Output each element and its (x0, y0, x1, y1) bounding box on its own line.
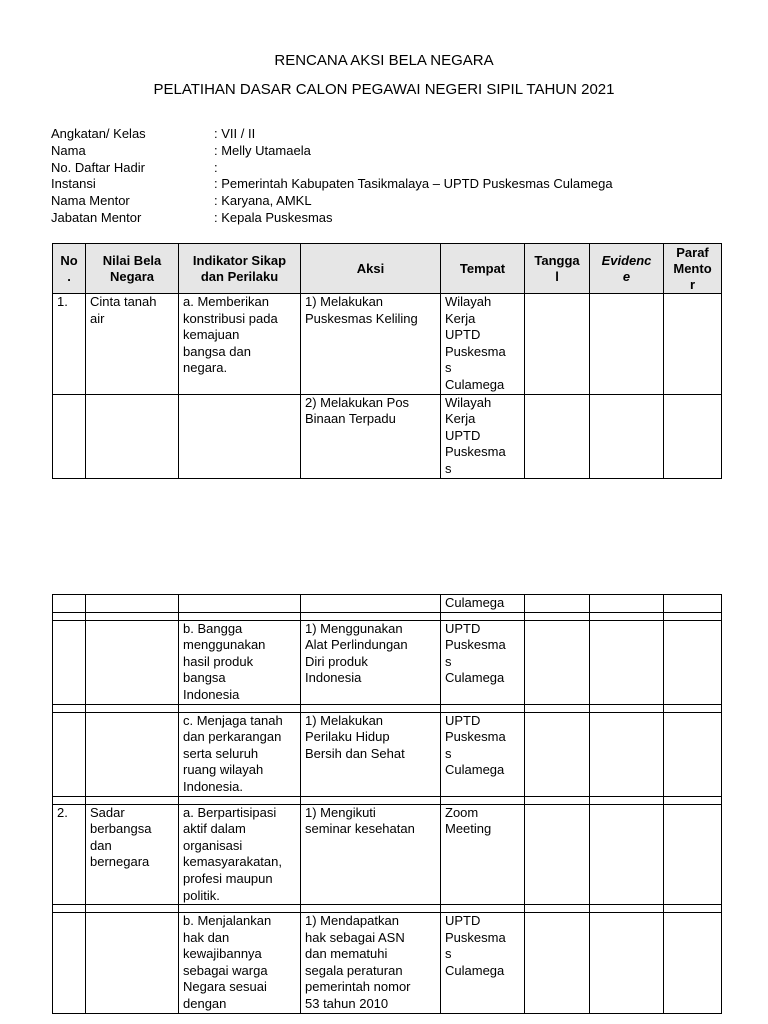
spacer-cell (441, 704, 525, 712)
info-label: No. Daftar Hadir (51, 159, 145, 175)
spacer-cell (179, 796, 301, 804)
spacer-cell (86, 905, 179, 913)
table-row (53, 394, 722, 478)
info-value: : Pemerintah Kabupaten Tasikmalaya – UPTD Puskesmas Culamega (214, 176, 613, 192)
cell-paraf (664, 804, 722, 905)
cell-tanggal (525, 294, 590, 395)
cell-tempat: Wilayah Kerja UPTD Puskesma s (441, 394, 525, 478)
cell-aksi: 2) Melakukan Pos Binaan Terpadu (301, 394, 441, 478)
spacer-row (53, 612, 722, 620)
action-plan-table (52, 243, 722, 479)
spacer-cell (664, 704, 722, 712)
cell-indikator: a. Berpartisipasi aktif dalam organisasi kemasyarakatan, profesi maupun politik. (179, 804, 301, 905)
info-row (51, 176, 613, 193)
cell-tempat: UPTD Puskesma s Culamega (441, 620, 525, 704)
spacer-cell (590, 905, 664, 913)
spacer-cell (525, 796, 590, 804)
spacer-cell (590, 612, 664, 620)
spacer-cell (664, 612, 722, 620)
cell-indikator: b. Menjalankan hak dan kewajibannya sebagai warga Negara sesuai dengan (179, 913, 301, 1014)
cell-tempat: Wilayah Kerja UPTD Puskesma s Culamega (441, 294, 525, 395)
cell-no (53, 913, 86, 1014)
table-row (53, 804, 722, 905)
spacer-cell (301, 612, 441, 620)
cell-no (53, 712, 86, 796)
spacer-row (53, 704, 722, 712)
cell-tempat: Culamega (441, 595, 525, 613)
header-tanggal: Tangga l (525, 244, 590, 294)
spacer-row (53, 796, 722, 804)
spacer-cell (301, 905, 441, 913)
cell-nilai (86, 913, 179, 1014)
cell-no (53, 394, 86, 478)
cell-aksi: 1) Mendapatkan hak sebagai ASN dan mematuhi segala peraturan pemerintah nomor 53 tahun 2010 (301, 913, 441, 1014)
cell-nilai: Sadar berbangsa dan bernegara (86, 804, 179, 905)
cell-paraf (664, 712, 722, 796)
cell-tanggal (525, 595, 590, 613)
info-value: : VII / II (214, 126, 256, 141)
spacer-cell (179, 905, 301, 913)
cell-indikator (179, 595, 301, 613)
cell-aksi: 1) Menggunakan Alat Perlindungan Diri produk Indonesia (301, 620, 441, 704)
cell-tanggal (525, 394, 590, 478)
participant-info (51, 126, 613, 227)
cell-nilai: Cinta tanah air (86, 294, 179, 395)
spacer-cell (525, 612, 590, 620)
header-aksi: Aksi (301, 244, 441, 294)
cell-nilai (86, 394, 179, 478)
info-row (51, 193, 613, 210)
cell-paraf (664, 394, 722, 478)
spacer-cell (53, 905, 86, 913)
info-value: : Melly Utamaela (214, 142, 311, 158)
spacer-cell (590, 796, 664, 804)
table-row (53, 913, 722, 1014)
header-tempat: Tempat (441, 244, 525, 294)
info-row (51, 143, 613, 160)
spacer-cell (590, 704, 664, 712)
spacer-cell (525, 905, 590, 913)
cell-indikator (179, 394, 301, 478)
cell-tempat: Zoom Meeting (441, 804, 525, 905)
action-plan-table-continued (52, 594, 722, 1014)
cell-aksi: 1) Mengikuti seminar kesehatan (301, 804, 441, 905)
spacer-cell (441, 905, 525, 913)
spacer-cell (664, 796, 722, 804)
table-header-row (53, 244, 722, 294)
cell-aksi: 1) Melakukan Puskesmas Keliling (301, 294, 441, 395)
cell-aksi (301, 595, 441, 613)
cell-paraf (664, 913, 722, 1014)
cell-paraf (664, 294, 722, 395)
info-label: Instansi (51, 176, 96, 192)
spacer-cell (441, 612, 525, 620)
spacer-cell (441, 796, 525, 804)
cell-tempat: UPTD Puskesma s Culamega (441, 913, 525, 1014)
spacer-cell (86, 704, 179, 712)
cell-indikator: b. Bangga menggunakan hasil produk bangsa Indonesia (179, 620, 301, 704)
cell-paraf (664, 595, 722, 613)
spacer-cell (53, 796, 86, 804)
cell-evidence (590, 804, 664, 905)
table-row (53, 712, 722, 796)
cell-evidence (590, 712, 664, 796)
cell-tanggal (525, 712, 590, 796)
cell-no: 2. (53, 804, 86, 905)
cell-no: 1. (53, 294, 86, 395)
info-label: Jabatan Mentor (51, 209, 142, 225)
spacer-cell (179, 704, 301, 712)
cell-tanggal (525, 804, 590, 905)
header-no: No . (53, 244, 86, 294)
header-indikator: Indikator Sikap dan Perilaku (179, 244, 301, 294)
info-value: : Karyana, AMKL (214, 193, 312, 209)
spacer-cell (525, 704, 590, 712)
cell-nilai (86, 620, 179, 704)
table-row (53, 620, 722, 704)
spacer-cell (179, 612, 301, 620)
cell-aksi: 1) Melakukan Perilaku Hidup Bersih dan Sehat (301, 712, 441, 796)
spacer-cell (86, 612, 179, 620)
spacer-cell (664, 905, 722, 913)
info-label: Nama Mentor (51, 193, 130, 209)
cell-evidence (590, 620, 664, 704)
info-row (51, 160, 613, 177)
cell-tempat: UPTD Puskesma s Culamega (441, 712, 525, 796)
info-label: Angkatan/ Kelas (51, 126, 146, 141)
header-paraf: Paraf Mento r (664, 244, 722, 294)
table-row (53, 294, 722, 395)
cell-evidence (590, 294, 664, 395)
table-row (53, 595, 722, 613)
spacer-cell (301, 796, 441, 804)
cell-paraf (664, 620, 722, 704)
document-subtitle: PELATIHAN DASAR CALON PEGAWAI NEGERI SIPIL TAHUN 2021 (153, 81, 615, 98)
info-row (51, 126, 613, 143)
info-value: : Kepala Puskesmas (214, 209, 333, 225)
header-nilai: Nilai Bela Negara (86, 244, 179, 294)
spacer-cell (53, 612, 86, 620)
info-value: : (214, 159, 218, 175)
header-evidence: Evidenc e (590, 244, 664, 294)
cell-evidence (590, 595, 664, 613)
cell-nilai (86, 712, 179, 796)
cell-no (53, 595, 86, 613)
cell-indikator: c. Menjaga tanah dan perkarangan serta seluruh ruang wilayah Indonesia. (179, 712, 301, 796)
info-label: Nama (51, 142, 86, 158)
cell-evidence (590, 394, 664, 478)
cell-evidence (590, 913, 664, 1014)
spacer-cell (53, 704, 86, 712)
info-row (51, 210, 613, 227)
cell-indikator: a. Memberikan konstribusi pada kemajuan bangsa dan negara. (179, 294, 301, 395)
cell-nilai (86, 595, 179, 613)
cell-no (53, 620, 86, 704)
document-title: RENCANA AKSI BELA NEGARA (274, 52, 494, 69)
spacer-cell (301, 704, 441, 712)
spacer-row (53, 905, 722, 913)
cell-tanggal (525, 620, 590, 704)
spacer-cell (86, 796, 179, 804)
cell-tanggal (525, 913, 590, 1014)
